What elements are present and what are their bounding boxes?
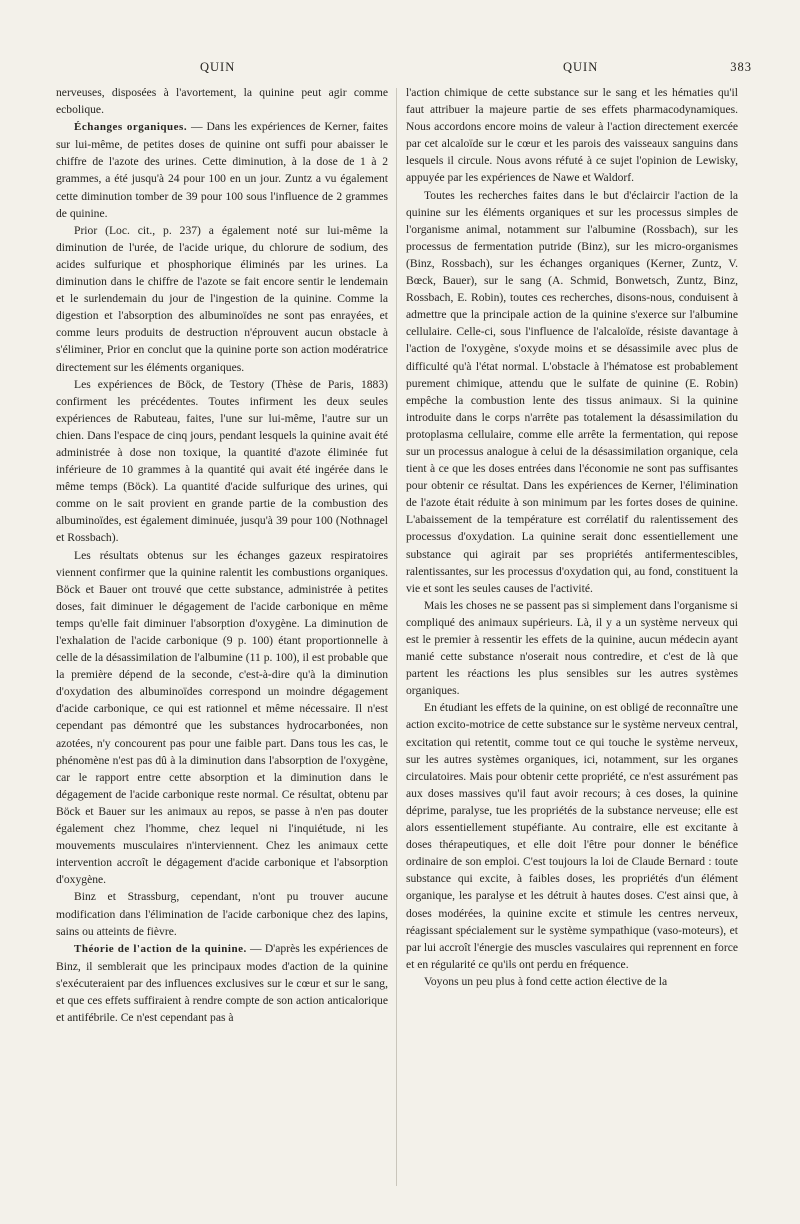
section-heading: Échanges organiques.	[74, 121, 188, 134]
running-head-right: QUIN	[563, 60, 599, 74]
left-column	[56, 84, 388, 1026]
paragraph: Mais les choses ne se passent pas si simplement dans l'organisme si compliqué des animaux supérieurs. Là, il y a un système nerveux qui est le premier à ressentir les effets de la quinine, aucun médecin ayant manié cette substance n'oserait nous contredire, et c'est de là que partent les réactions les plus sensibles sur les autres systèmes organiques.	[406, 598, 738, 698]
right-column	[406, 84, 738, 990]
column-divider	[396, 88, 397, 1186]
paragraph: Échanges organiques. — Dans les expériences de Kerner, faites sur lui-même, de petites doses de quinine ont suffi pour abaisser le chiffre de l'azote des urines. Cette diminution, à la dose de 1 à 2 grammes, a été jusqu'à 24 pour 100 en un jour. Zuntz a vu également cette diminution tomber de 39 pour 100 sous l'influence de 2 grammes de quinine.	[56, 120, 389, 220]
paragraph: l'action chimique de cette substance sur le sang et les hématies qu'il faut attribuer la majeure partie de ses effets pharmacodynamiques. Nous accordons encore moins de valeur à l'action directement exercée par cet alcaloïde sur le cœur et les parois des vaisseaux sanguins dans lesquels il circule. Nous avons réfuté à ce sujet l'opinion de Lewisky, appuyée par les expériences de Nawe et Waldorf.	[406, 86, 738, 185]
paragraph: Les expériences de Böck, de Testory (Thèse de Paris, 1883) confirment les précédentes. Toutes infirment les deux seules expériences de Rabuteau, faites, l'une sur lui-même, l'autre sur un chien. Dans l'espace de cinq jours, pendant lesquels la quinine avait été administrée à dose non toxique, la quantité d'azote éliminée fut inférieure de 10 grammes à la quantité qui avait été ingérée dans le même temps (Böck). La quantité d'acide sulfurique des urines, qui comme on le sait provient en grande partie de la combustion des albuminoïdes, est également diminuée, jusqu'à 39 pour 100 (Nothnagel et Rossbach).	[56, 377, 388, 545]
paragraph: Théorie de l'action de la quinine. — D'après les expériences de Binz, il semblerait que les principaux modes d'action de la quinine s'exécuteraient par des influences exclusives sur le cœur et sur le sang, et que ces effets suffiraient à rendre compte de son action anticalorique et antifébrile. Ce n'est cependant pas à	[56, 941, 388, 1025]
paragraph: nerveuses, disposées à l'avortement, la quinine peut agir comme ecbolique.	[56, 86, 388, 117]
running-head-left: QUIN	[200, 60, 236, 74]
paragraph: Toutes les recherches faites dans le but d'éclaircir l'action de la quinine sur les éléments organiques et sur les processus simples de l'organisme animal, notamment sur l'albumine (Rossbach), sur les processus de fermentation putride (Binz), sur les micro-organismes (Binz, Rossbach), sur les échanges organiques (Kerner, Zuntz, V. Bœck, Bauer), sur le sang (A. Schmid, Bonwetsch, Zuntz, Binz, Rossbach, E. Robin), toutes ces recherches, disons-nous, conduisent à admettre que la principale action de la quinine s'exerce sur l'albumine cellulaire. Celle-ci, sous l'influence de l'alcaloïde, résiste davantage à l'action de l'oxygène, s'oxyde moins et se désassimile avec plus de difficulté qu'à l'état normal. L'obstacle à l'hématose est probablement purement chimique, attendu que le sulfate de quinine (E. Robin) empêche la combustion lente des tissus animaux. Si la quinine introduite dans le corps n'arrête pas totalement la désassimilation du protoplasma cellulaire, comme elle arrête la fermentation, qui repose sur un processus analogue à celui de la désassimilation organique, cela tient à ce que les doses entrées dans l'économie ne sont pas suffisantes pour obtenir ce résultat. Dans les expériences de Kerner, l'élimination de l'azote était réduite à son minimum par les fortes doses de quinine. L'abaissement de la température est corrélatif du ralentissement des processus d'oxydation. La quinine serait donc essentiellement une substance qui agirait par ses propriétés antifermentescibles, ralentissantes, sur les processus d'oxydation qui, au fond, constituent la vie et sont les seules causes de l'activité.	[406, 188, 738, 595]
paragraph: Prior (Loc. cit., p. 237) a également noté sur lui-même la diminution de l'urée, de l'acide urique, du chlorure de sodium, des acides sulfurique et phosphorique éliminés par les urines. La diminution dans le chiffre de l'azote se fait encore sentir le lendemain et le surlendemain du jour de l'ingestion de la quinine. Comme la digestion et l'absorption des albuminoïdes ne sont pas enrayées, et comme leurs produits de destruction n'éprouvent aucun obstacle à s'éliminer, Prior en conclut que la quinine porte son action modératrice directement sur les éléments organiques.	[56, 223, 388, 374]
section-heading: Théorie de l'action de la quinine.	[74, 942, 247, 955]
paragraph: Voyons un peu plus à fond cette action élective de la	[424, 974, 668, 988]
paragraph: Les résultats obtenus sur les échanges gazeux respiratoires viennent confirmer que la quinine ralentit les combustions organiques. Böck et Bauer ont trouvé que cette substance, administrée à petites doses, fait diminuer le dégagement de l'acide carbonique en même temps qu'elle fait diminuer l'absorption d'oxygène. La diminution de l'exhalation de l'acide carbonique (9 p. 100) étant proportionnelle à celle de la désassimilation de l'albumine (11 p. 100), il est probable que la première dépend de la seconde, c'est-à-dire qu'à la diminution d'oxydation des albuminoïdes correspond un moindre dégagement d'acide carbonique, ce qui est rationnel et même nécessaire. Il n'est cependant pas démontré que les substances hydrocarbonées, non azotées, n'y concourent pas pour une faible part. Dans tous les cas, le phénomène n'est pas dû à la diminution dans l'absorption de l'oxygène, car le rapport entre cette absorption et la diminution dans le dégagement de l'acide carbonique reste normal. Ce résultat, obtenu par Böck et Bauer sur les animaux au repos, se passe à n'en pas douter également chez l'homme, chez lequel ni l'inquiétude, ni les mouvements musculaires n'interviennent. Chez les animaux cette intervention accroît le dégagement d'acide carbonique et l'absorption d'oxygène.	[56, 548, 388, 887]
paragraph: En étudiant les effets de la quinine, on est obligé de reconnaître une action excito-motrice de cette substance sur le système nerveux central, excitation qui retentit, comme tout ce qui touche le système nerveux, sur les autres systèmes organiques, ici, notamment, sur les organes circulatoires. Mais pour obtenir cette propriété, ce n'est assurément pas aux doses massives qu'il faut avoir recours; à ces doses, la quinine déprime, paralyse, tue les propriétés de la substance nerveuse; elle est alors essentiellement stupéfiante. Au contraire, elle est excitante à doses thérapeutiques, et elle doit l'être pour donner le bénéfice ordinaire de son emploi. C'est toujours la loi de Claude Bernard : toute substance qui excite, à faibles doses, les propriétés d'un élément organique, les paralyse et les détruit à hautes doses. C'est ainsi que, à doses modérées, la quinine excite et stimule les centres nerveux, réagissant spécialement sur le système sympathique (vaso-moteurs), et par lui accroît l'énergie des muscles vasculaires qui reprennent en force et en régularité ce qu'ils ont perdu en fréquence.	[406, 701, 738, 971]
paragraph: Binz et Strassburg, cependant, n'ont pu trouver aucune modification dans l'élimination de l'acide carbonique chez des lapins, sains ou atteints de fièvre.	[56, 890, 388, 938]
page-number: 383	[730, 60, 752, 74]
